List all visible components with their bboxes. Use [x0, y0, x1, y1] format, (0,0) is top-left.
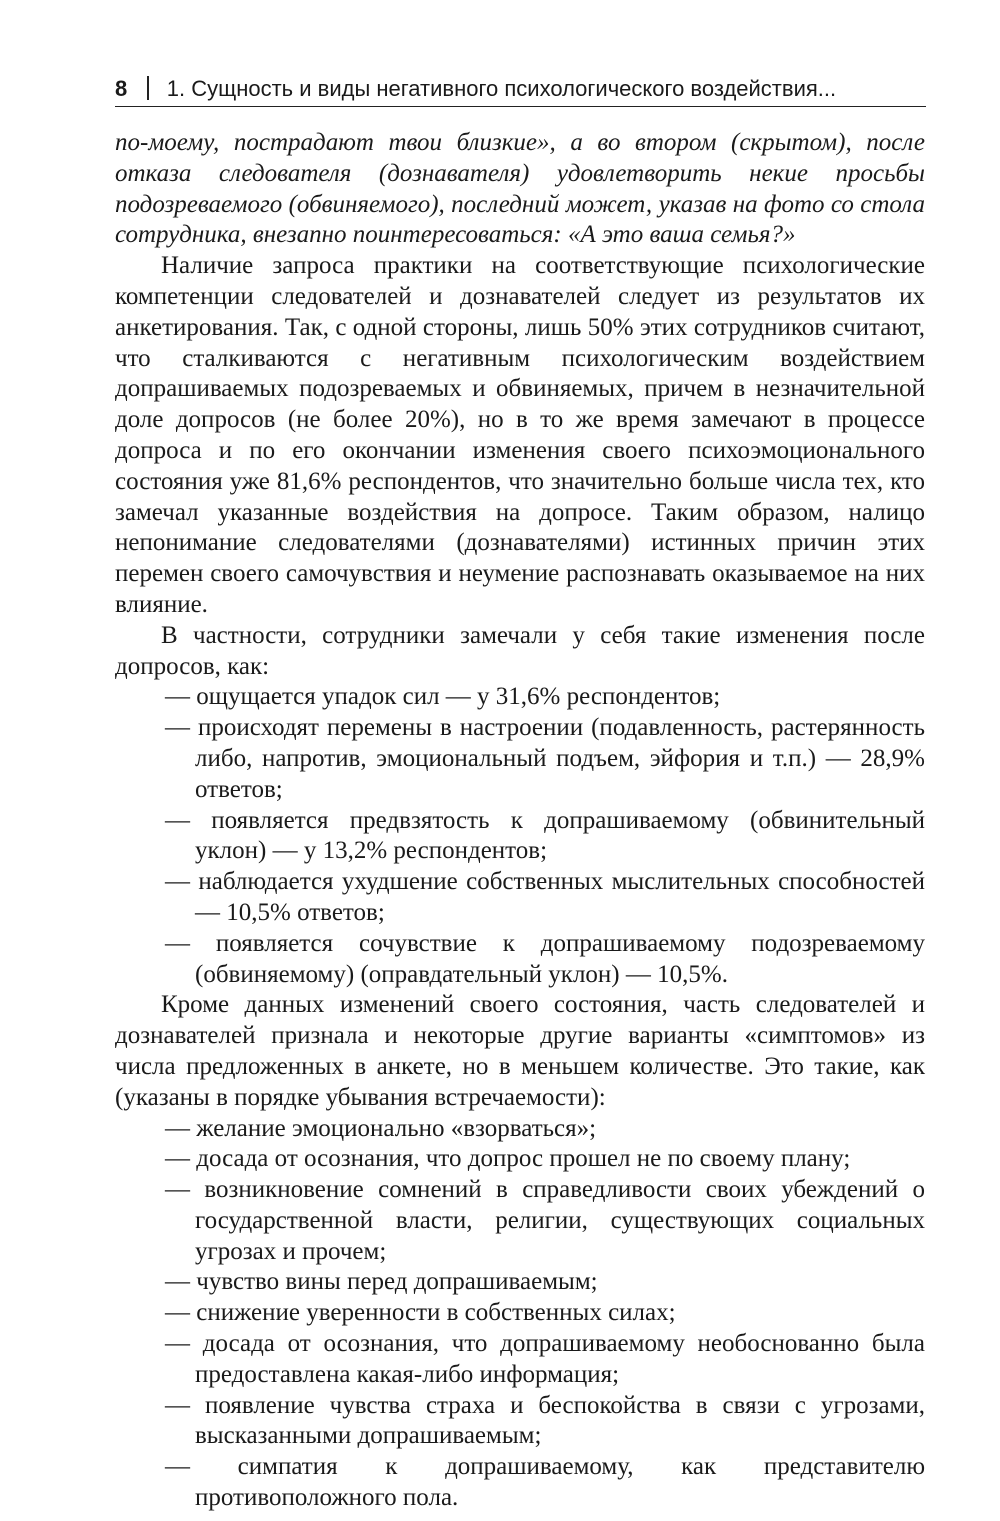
paragraph-other-symptoms-intro: Кроме данных изменений своего состояния, часть следователей и дознавателей признала и некоторые другие варианты «симптомов» из числа предложенных в анкете, но в меньшем количестве. Это такие, как (указаны в порядке убывания встречаемости):: [115, 991, 925, 1111]
paragraph-survey-results: Наличие запроса практики на соответствующие психологические компетенции следователей и дознавателей следует из результатов их анкетирования. Так, с одной стороны, лишь 50% этих сотрудников считают, что сталкиваются с негативным психологическим воздействием допрашиваемых подозреваемых и обвиняемых, причем в незначительной доле допросов (не более 20%), но в то же время замечают в процессе допроса и по его окончании изменения своего психоэмоционального состояния уже 81,6% респондентов, что значительно больше числа тех, кто замечал указанные воздействия на допросе. Таким образом, налицо непонимание следователями (дознавателями) истинных причин этих перемен своего самочувствия и неумение распознавать оказываемое на них влияние.: [115, 252, 925, 618]
running-header: [115, 72, 926, 107]
list-item: — чувство вины перед допрашиваемым;: [165, 1268, 598, 1296]
list-changes: [115, 682, 925, 990]
paragraph-italic-continuation: по-моему, пострадают твои близкие», а во втором (скрытом), после отказа следователя (дознавателя) удовлетворить некие просьбы подозреваемого (обвиняемого), последний может, указав на фото со стола сотрудника, внезапно поинтересоваться: «А это ваша семья?»: [115, 129, 925, 249]
list-item: — появляется предвзятость к допрашиваемому (обвинительный уклон) — у 13,2% респондентов;: [165, 806, 925, 865]
list-item: — появляется сочувствие к допрашиваемому подозреваемому (обвиняемому) (оправдательный уклон) — 10,5%.: [165, 929, 925, 988]
list-item: — появление чувства страха и беспокойства в связи с угрозами, высказанными допрашиваемым;: [165, 1391, 925, 1450]
list-item: — снижение уверенности в собственных силах;: [165, 1299, 676, 1327]
list-item: — желание эмоционально «взорваться»;: [165, 1114, 597, 1142]
page-number: 8: [115, 76, 128, 101]
list-symptoms: [115, 1114, 925, 1514]
list-item: — симпатия к допрашиваемому, как представителю противоположного пола.: [165, 1453, 925, 1512]
list-item: — досада от осознания, что допрашиваемому необоснованно была предоставлена какая-либо информация;: [165, 1330, 925, 1388]
list-item: — происходят перемены в настроении (подавленность, растерянность либо, напротив, эмоциональный подъем, эйфория и т.п.) — 28,9% ответов;: [165, 714, 925, 803]
paragraph-changes-intro: В частности, сотрудники замечали у себя такие изменения после допросов, как:: [115, 621, 925, 680]
header-separator: [147, 76, 149, 100]
chapter-title: 1. Сущность и виды негативного психологического воздействия...: [166, 76, 837, 101]
list-item: — возникновение сомнений в справедливости своих убеждений о государственной власти, религии, существующих социальных угрозах и прочем;: [165, 1176, 925, 1265]
body-text: [115, 128, 925, 1514]
list-item: — ощущается упадок сил — у 31,6% респондентов;: [165, 683, 721, 711]
list-item: — наблюдается ухудшение собственных мыслительных способностей — 10,5% ответов;: [165, 868, 925, 926]
list-item: — досада от осознания, что допрос прошел не по своему плану;: [165, 1145, 851, 1173]
